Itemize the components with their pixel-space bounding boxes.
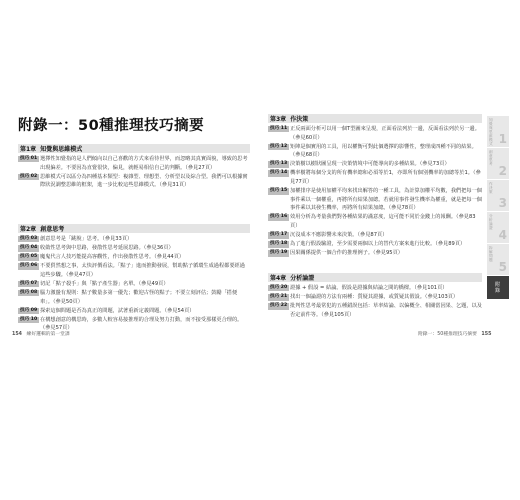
technique-entry <box>18 173 250 190</box>
tab-label: 分析論證 <box>489 214 493 230</box>
chapter-tab-5 <box>487 244 509 276</box>
technique-text: 切記「點子殺手」與「點子產生器」名單。（參見49頁） <box>40 280 169 287</box>
technique-tag: 技巧 11 <box>270 126 288 131</box>
technique-entry <box>268 143 482 160</box>
technique-text: 在構想創意的構思時，多數人較容易接推理的合理及努力打動，而不接受那樣更合理的。（參見57頁） <box>40 316 243 332</box>
technique-tag: 技巧 15 <box>270 188 288 194</box>
technique-tag: 技巧 21 <box>270 294 288 300</box>
right-page <box>262 104 484 342</box>
technique-entry <box>268 249 482 258</box>
technique-tag: 技巧 17 <box>270 232 288 238</box>
chapter-heading <box>268 273 482 282</box>
technique-text: 為了進行假設驗證，至少需要兩個以上的替代方案來進行比較。（參見89頁） <box>290 241 466 248</box>
chapter-heading <box>268 114 482 123</box>
technique-text: 加權排序是使用加權平均來找出解答的一種工具，為計算加權平均數，我們把每一個事件乘以一個權重，再將所有結果加總。若就用事件發生機率為權重，就是把每一個事件乘以其發生機率，再將所有結果加總。（參見78頁） <box>290 188 482 212</box>
running-footer: 練好邏輯的第一堂課 <box>26 332 70 337</box>
technique-entry <box>268 169 482 186</box>
chapter-tab-1 <box>487 116 509 148</box>
tab-label: 拆解問題 <box>489 246 493 262</box>
technique-entry <box>268 213 482 230</box>
technique-tag: 技巧 09 <box>20 307 38 313</box>
technique-tag: 技巧 04 <box>20 245 38 251</box>
technique-text: 不要貿然想之事，太快評價看法。「點子」進而推動發展，幫助點子循環生成過程都要經過這些步驟。（參見47頁） <box>40 263 245 278</box>
technique-tag: 技巧 13 <box>270 161 288 167</box>
technique-tag: 技巧 14 <box>270 170 288 176</box>
entry-list <box>18 235 250 334</box>
technique-text: 批判性思考最常犯的五種錯誤包括：草率結論、以偏概全、相關當因果、乞題，以及否定前件等。（參見105頁） <box>290 303 482 318</box>
technique-text: 效用分析為考量我們對各種結果的滿意度，這可能不同於金錢上的報酬。（參見83頁） <box>290 214 476 230</box>
technique-text: 機率樹將每個分支的所有機率總和必須等於1，亦即所有個別機率的加總等於1。（參見77頁） <box>290 170 481 186</box>
technique-text: 沉沒成本不應影響未來決策。（參見87頁） <box>290 232 388 239</box>
tab-label: 知覺與思維模式 <box>489 118 493 146</box>
tab-label: 創意思考 <box>489 150 493 166</box>
technique-entry <box>18 289 250 306</box>
appendix-tab <box>487 276 509 300</box>
entry-list <box>268 125 482 258</box>
technique-text: 探索這個問題是否為真正的問題，試著重新定義問題。（參見54頁） <box>40 307 195 314</box>
technique-tag: 技巧 19 <box>270 250 288 256</box>
technique-text: 找出一個論證的方法有兩種：質疑其證據，或質疑其假設。（參見103頁） <box>290 294 459 301</box>
technique-entry <box>18 235 250 244</box>
entry-list <box>18 155 250 190</box>
technique-text: 思維模式可以區分為四種基本類型：複雜型、理想型、分析型以及綜合型。我們可以根據實際狀況調整思維的框架，進一步比較這些思維模式。（參見31頁） <box>40 173 248 189</box>
left-footer <box>12 330 70 337</box>
technique-entry <box>18 155 250 172</box>
technique-tag: 技巧 20 <box>270 285 288 290</box>
page-number: 154 <box>12 332 23 337</box>
chapter-number: 第4章 <box>270 275 287 282</box>
technique-text: 魔鬼代言人技巧能提高客觀性，作出發散性思考。（參見44頁） <box>40 254 185 261</box>
technique-tag: 技巧 05 <box>20 254 38 260</box>
left-page <box>6 104 256 342</box>
chapter-name: 創意思考 <box>40 226 65 233</box>
technique-tag: 技巧 10 <box>20 316 38 322</box>
chapter-tab-3 <box>487 180 509 212</box>
technique-entry <box>18 307 250 316</box>
chapter-name: 知覺與思維模式 <box>40 146 83 153</box>
entry-list <box>268 284 482 320</box>
technique-text: 收斂性思考與中思路，發散性思考延展思路。（參見36頁） <box>40 245 174 252</box>
tab-number: 2 <box>498 164 507 178</box>
technique-text: 矩陣是個實用的工具，用以權衡可對此個選擇的影響性，整理成四種不同的結果。（參見68頁） <box>290 143 477 159</box>
technique-tag: 技巧 01 <box>20 156 38 161</box>
technique-text: 證據 + 假設 = 結論。假設是證據與結論之間的橋樑。（參見101頁） <box>290 285 448 291</box>
technique-tag: 技巧 22 <box>270 303 288 309</box>
page-number: 155 <box>481 332 492 337</box>
technique-entry <box>268 160 482 169</box>
technique-text: 決策樹以樹狀圖呈現一決策情境中可能導向的多種結果。（參見73頁） <box>290 161 450 168</box>
chapter-number: 第1章 <box>20 146 37 153</box>
chapter-number: 第2章 <box>20 226 37 233</box>
technique-entry <box>18 244 250 253</box>
technique-text: 因果關係提供一個合作的推理例子。（參見95頁） <box>290 250 403 257</box>
technique-tag: 技巧 08 <box>20 290 38 296</box>
technique-entry <box>268 302 482 319</box>
tab-label: 作決策 <box>489 182 493 194</box>
tab-number: 5 <box>498 260 507 274</box>
technique-tag: 技巧 06 <box>20 263 38 269</box>
technique-entry <box>268 231 482 240</box>
technique-entry <box>268 187 482 213</box>
technique-text: 選擇性知覺指的是人們傾向以自己喜歡的方式來看待世界，而忽略其真實面貌，導致的思考出現偏差。不要因為直覺很快，偏見，就輕易相信自己的判斷。（參見27頁） <box>40 156 248 171</box>
right-footer <box>418 330 491 337</box>
tab-number: 4 <box>498 228 507 242</box>
tab-number: 1 <box>498 132 507 146</box>
technique-entry <box>268 125 482 142</box>
tab-number: 3 <box>498 196 507 210</box>
technique-text: 創意思考是「跳脫」思考。（參見33頁） <box>40 236 133 242</box>
chapter-thumb-tabs <box>487 116 509 300</box>
technique-tag: 技巧 07 <box>20 280 38 286</box>
technique-tag: 技巧 02 <box>20 173 38 179</box>
technique-entry <box>18 253 250 262</box>
chapter-number: 第3章 <box>270 116 287 123</box>
technique-entry <box>268 240 482 249</box>
technique-tag: 技巧 16 <box>270 214 288 220</box>
technique-entry <box>268 284 482 293</box>
technique-text: 正反兩面分析可以用一個T型圖來呈現，正面看法列於一邊，反面看法列於另一邊。（參見60頁） <box>290 126 480 141</box>
technique-entry <box>268 293 482 302</box>
technique-text: 腦力激盪有規則：點子數量多第一優先；歡迎古怪的點子；不要立刻評估；鼓勵「搭便車」。（參見50頁） <box>40 290 238 305</box>
technique-entry <box>18 280 250 289</box>
technique-tag: 技巧 12 <box>270 143 288 149</box>
technique-tag: 技巧 18 <box>270 241 288 247</box>
technique-tag: 技巧 03 <box>20 236 38 241</box>
chapter-name: 作決策 <box>290 116 309 123</box>
page-title: 附錄一：50種推理技巧摘要 <box>18 118 205 134</box>
chapter-tab-4 <box>487 212 509 244</box>
chapter-heading <box>18 144 250 153</box>
chapter-tab-2 <box>487 148 509 180</box>
chapter-name: 分析論證 <box>290 275 315 282</box>
chapter-heading <box>18 224 250 233</box>
technique-entry <box>18 262 250 279</box>
tab-label: 附錄 <box>495 282 501 294</box>
running-footer: 附錄一：50種推理技巧摘要 <box>418 332 477 337</box>
